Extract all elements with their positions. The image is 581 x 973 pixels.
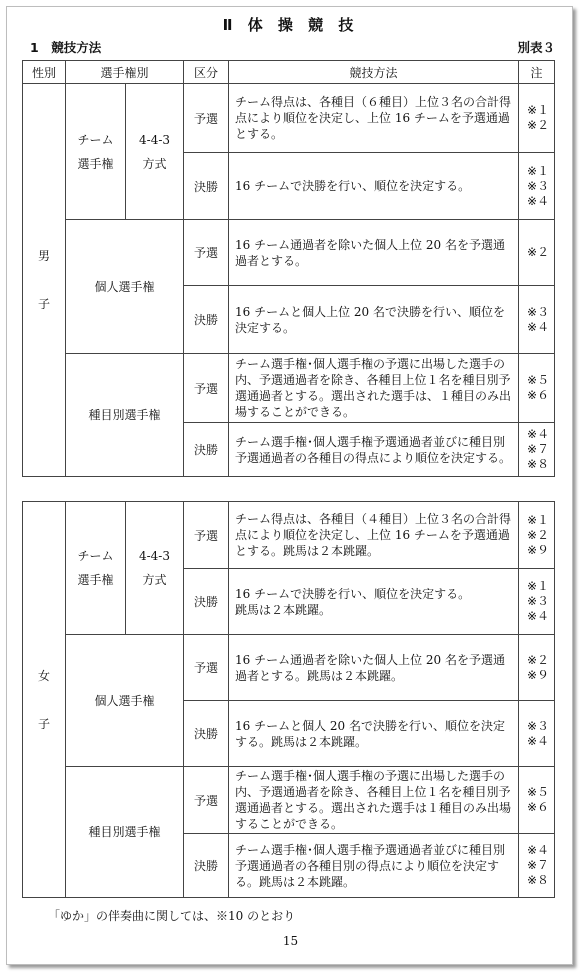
note-cell [519, 423, 555, 477]
note-cell [519, 502, 555, 569]
floor-music-note: 「ゆか」の伴奏曲に関しては、※10 のとおり [48, 909, 296, 923]
note-ref: ※４ [527, 319, 550, 334]
women-competition-table [22, 501, 555, 898]
individual-championship-label: 個人選手権 [66, 220, 184, 354]
men-competition-table [22, 60, 555, 477]
table-row [23, 767, 555, 834]
table-row [23, 354, 555, 423]
note-ref: ※４ [527, 193, 550, 208]
note-cell [519, 220, 555, 286]
note-ref: ※７ [527, 858, 550, 872]
division-cell: 決勝 [184, 153, 229, 220]
header-sex: 性別 [23, 61, 66, 84]
method-cell: チーム選手権･個人選手権の予選に出場した選手の内、予選通過者を除き、各種目上位１名を種目別予選通過者とする。選出された選手は、１種目のみ出場することができる。 [229, 354, 519, 423]
team-format-label [126, 502, 184, 635]
note-ref: ※７ [527, 442, 550, 456]
header-division: 区分 [184, 61, 229, 84]
note-ref: ※３ [527, 594, 550, 608]
sex-char: 子 [37, 716, 50, 731]
division-cell: 予選 [184, 220, 229, 286]
method-cell: チーム得点は、各種目（６種目）上位３名の合計得点により順位を決定し、上位 16 チームを予選通過とする。 [229, 84, 519, 153]
note-cell [519, 354, 555, 423]
note-ref: ※４ [527, 733, 550, 748]
table-row [23, 502, 555, 569]
header-method: 競技方法 [229, 61, 519, 84]
division-cell: 予選 [184, 354, 229, 423]
method-cell: 16 チーム通過者を除いた個人上位 20 名を予選通過者とする。跳馬は２本跳躍。 [229, 635, 519, 701]
apparatus-championship-label: 種目別選手権 [66, 767, 184, 898]
note-cell [519, 635, 555, 701]
division-cell: 決勝 [184, 701, 229, 767]
note-ref: ※３ [527, 178, 550, 193]
note-ref: ※６ [527, 388, 550, 402]
team-format-label [126, 84, 184, 220]
note-ref: ※３ [527, 718, 550, 733]
sex-cell-women [23, 502, 66, 898]
team-championship-label [66, 502, 126, 635]
note-ref: ※５ [527, 785, 550, 799]
note-ref: ※４ [527, 609, 550, 623]
sex-char: 子 [37, 297, 50, 311]
method-cell: チーム選手権･個人選手権予選通過者並びに種目別予選通過者の各種目別の得点により順位を決定する。跳馬は２本跳躍。 [229, 834, 519, 898]
note-ref: ※６ [527, 800, 550, 814]
table-row [23, 220, 555, 286]
team-championship-label [66, 84, 126, 220]
sex-char: 男 [37, 249, 50, 263]
note-cell [519, 767, 555, 834]
note-ref: ※８ [527, 457, 550, 471]
note-cell [519, 286, 555, 354]
note-ref: ※２ [527, 118, 550, 132]
note-ref: ※２ [527, 527, 550, 542]
division-cell: 決勝 [184, 834, 229, 898]
method-cell: 16 チームで決勝を行い、順位を決定する。 跳馬は２本跳躍。 [229, 569, 519, 635]
note-cell [519, 153, 555, 220]
method-cell: チーム得点は、各種目（４種目）上位３名の合計得点により順位を決定し、上位 16 チームを予選通過とする。跳馬は２本跳躍。 [229, 502, 519, 569]
division-cell: 予選 [184, 84, 229, 153]
team-label-line: 選手権 [77, 573, 114, 587]
note-ref: ※２ [527, 245, 550, 259]
page-title: Ⅱ 体 操 競 技 [222, 16, 359, 34]
division-cell: 決勝 [184, 569, 229, 635]
note-cell [519, 569, 555, 635]
method-cell: 16 チームと個人上位 20 名で決勝を行い、順位を決定する。 [229, 286, 519, 354]
note-cell [519, 701, 555, 767]
note-ref: ※１ [527, 512, 550, 527]
division-cell: 予選 [184, 502, 229, 569]
table-row [23, 84, 555, 153]
method-cell: 16 チームと個人 20 名で決勝を行い、順位を決定する。跳馬は２本跳躍。 [229, 701, 519, 767]
team-label-line: チーム [77, 549, 114, 563]
note-ref: ※４ [527, 427, 550, 441]
header-note: 注 [519, 61, 555, 84]
apparatus-championship-label: 種目別選手権 [66, 354, 184, 477]
note-ref: ※８ [527, 873, 550, 887]
division-cell: 決勝 [184, 423, 229, 477]
appendix-label: 別表３ [517, 40, 555, 55]
method-cell: チーム選手権･個人選手権予選通過者並びに種目別予選通過者の各種目の得点により順位を決定する。 [229, 423, 519, 477]
individual-championship-label: 個人選手権 [66, 635, 184, 767]
team-format-line: 4-4-3 [139, 132, 171, 147]
table-header-row [23, 61, 555, 84]
division-cell: 予選 [184, 767, 229, 834]
team-label-line: 選手権 [77, 156, 114, 171]
note-ref: ※１ [527, 163, 550, 178]
method-cell: 16 チームで決勝を行い、順位を決定する。 [229, 153, 519, 220]
team-format-line: 4-4-3 [138, 549, 170, 563]
team-format-line: 方式 [142, 573, 167, 587]
table-row [23, 635, 555, 701]
note-ref: ※１ [527, 579, 550, 593]
note-ref: ※４ [527, 843, 550, 857]
note-ref: ※２ [527, 652, 550, 667]
section-heading: 1 競技方法 [30, 40, 102, 55]
page-number: 15 [282, 934, 299, 948]
note-ref: ※９ [527, 542, 550, 557]
sex-char: 女 [37, 668, 50, 683]
method-cell: 16 チーム通過者を除いた個人上位 20 名を予選通過者とする。 [229, 220, 519, 286]
note-ref: ※１ [527, 103, 550, 117]
division-cell: 決勝 [184, 286, 229, 354]
division-cell: 予選 [184, 635, 229, 701]
note-ref: ※９ [527, 667, 550, 682]
team-format-line: 方式 [142, 156, 167, 171]
method-cell: チーム選手権･個人選手権の予選に出場した選手の内、予選通過者を除き、各種目上位１名を種目別予選通過者とする。選出された選手は１種目のみ出場することができる。 [229, 767, 519, 834]
note-cell [519, 84, 555, 153]
team-label-line: チーム [77, 132, 114, 147]
sex-cell-men [23, 84, 66, 477]
header-event: 選手権別 [66, 61, 184, 84]
note-ref: ※５ [527, 373, 550, 387]
note-ref: ※３ [527, 304, 550, 319]
note-cell [519, 834, 555, 898]
